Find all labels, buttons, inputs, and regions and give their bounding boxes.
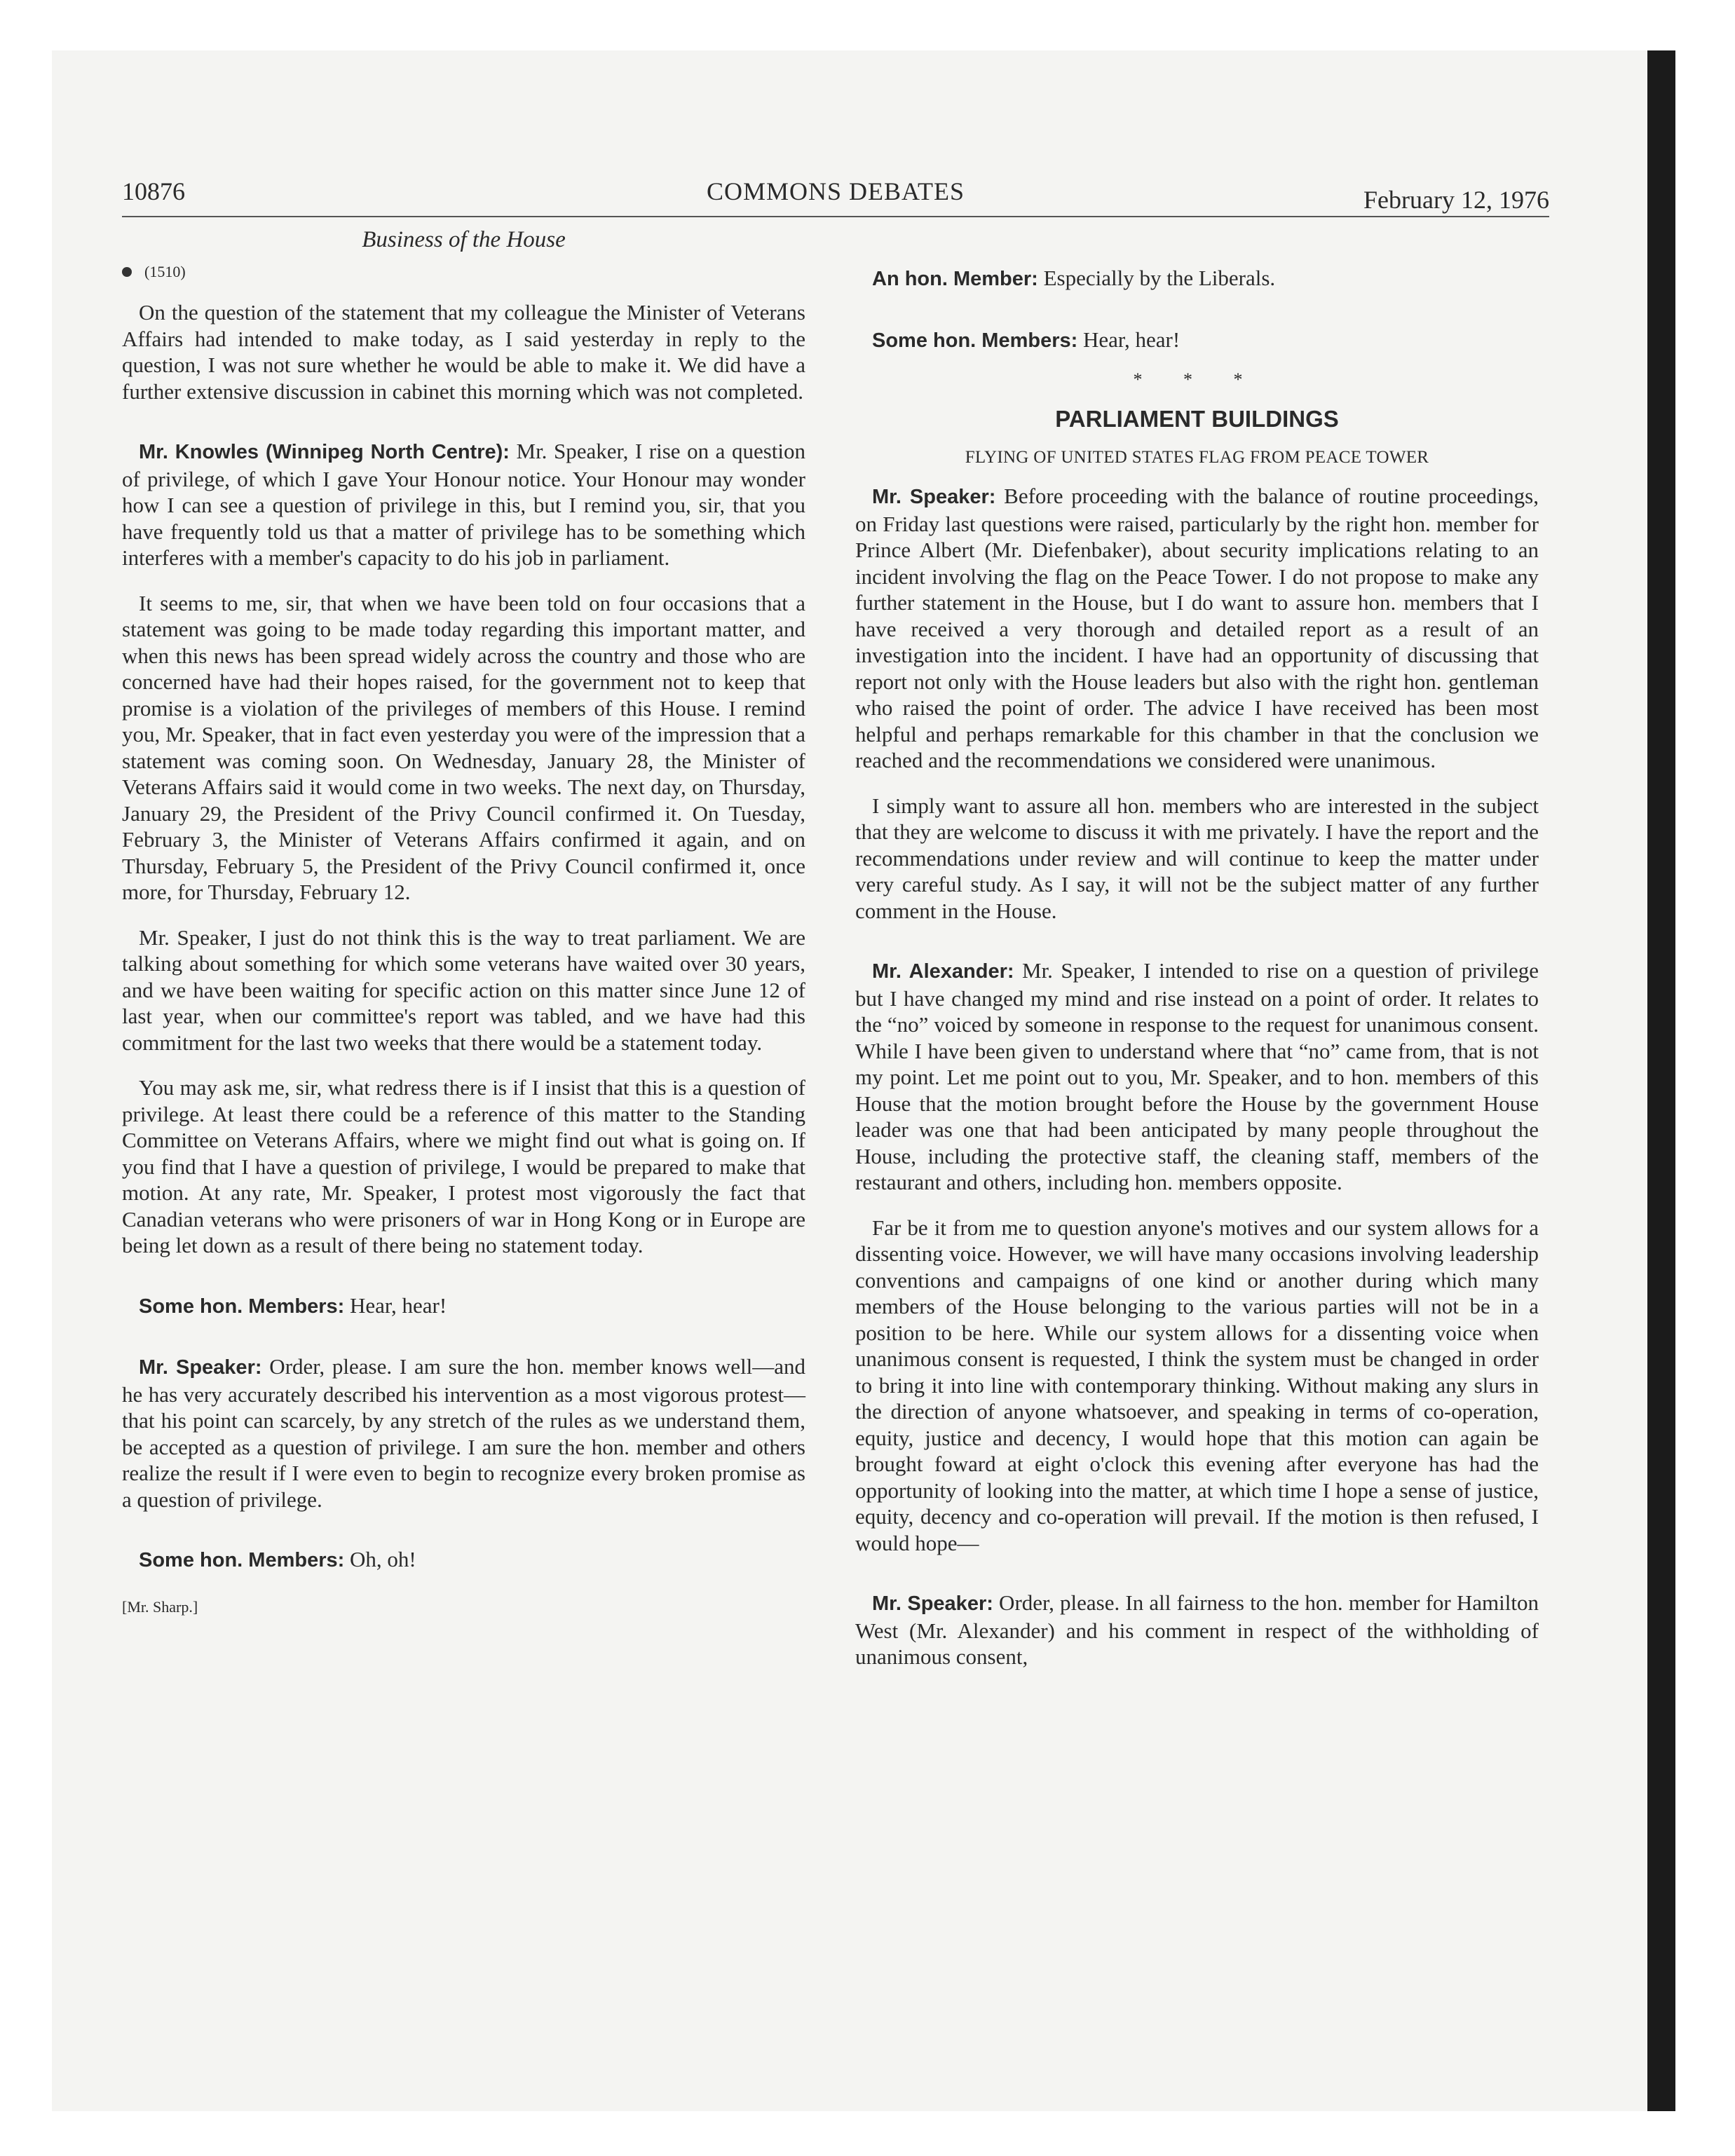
section-subtitle: FLYING OF UNITED STATES FLAG FROM PEACE TOWER bbox=[965, 448, 1429, 467]
paragraph: You may ask me, sir, what redress there is if I insist that this is a question of privilege. At least there could be a reference of this matter to the Standing Committee on Veterans Affairs, where we might find out what is going on. If you find that I have a question of privilege, I would be prepared to make that motion. At any rate, Mr. Speaker, I protest most vigorously the fact that Canadian veterans who were prisoners of war in Hong Kong or in Europe are being let down as a result of there being no statement today. bbox=[122, 1075, 805, 1257]
speech-text: Order, please. In all fairness to the hon. member for Hamilton West (Mr. Alexander) and his comment in respect of the withholding of unanimous consent, bbox=[855, 1590, 1539, 1669]
paragraph: On the question of the statement that my colleague the Minister of Veterans Affairs had intended to make today, as I said yesterday in reply to the question, I was not sure whether he would be able to make it. We did have a further extensive discussion in cabinet this morning which was not completed. bbox=[122, 300, 805, 404]
speaker-name: Mr. Knowles (Winnipeg North Centre): bbox=[139, 441, 510, 463]
speech-text: Hear, hear! bbox=[344, 1292, 447, 1318]
right-column bbox=[855, 265, 1539, 1670]
speech-paragraph bbox=[855, 483, 1539, 774]
hansard-page bbox=[122, 174, 1549, 2080]
speaker-name: Some hon. Members: bbox=[139, 1295, 345, 1318]
page-header bbox=[122, 174, 1549, 217]
scan-edge-shadow bbox=[1647, 50, 1675, 2111]
left-column bbox=[122, 227, 805, 1616]
paragraph: It seems to me, sir, that when we have been told on four occasions that a statement was going to be made today regarding this important matter, and when this news has been spread widely across the country and those who are concerned have had their hopes raised, for the government not to keep that promise is a violation of the privileges of members of this House. I remind you, Mr. Speaker, that in fact even yesterday you were of the impression that a statement was coming soon. On Wednesday, January 28, the Minister of Veterans Affairs said it would come in two weeks. The next day, on Thursday, January 29, the President of the Privy Council confirmed it. On Tuesday, February 3, the Minister of Veterans Affairs confirmed it again, and on Thursday, February 5, the President of the Privy Council confirmed it, once more, for Thursday, February 12. bbox=[122, 590, 805, 904]
publication-title: COMMONS DEBATES bbox=[706, 177, 965, 205]
speaker-name: Mr. Speaker: bbox=[872, 486, 996, 508]
speaker-name: Mr. Speaker: bbox=[872, 1592, 993, 1615]
running-head: Business of the House bbox=[362, 227, 566, 252]
speaker-name: Some hon. Members: bbox=[139, 1549, 345, 1571]
paragraph: I simply want to assure all hon. members who are interested in the subject that they are welcome to discuss it with me privately. I have the report and the recommendations under review and will continue to keep the matter under very careful study. As I say, it will not be the subject matter of any further comment in the House. bbox=[855, 793, 1539, 923]
page-number: 10876 bbox=[122, 177, 185, 205]
speech-text: Mr. Speaker, I rise on a question of privilege, of which I gave Your Honour notice. Your Honour may wonder how I can see a question of privilege in this, but I remind you, sir, that you have frequently told us that a matter of privilege has to be something which interferes with a member's capacity to do his job in parliament. bbox=[122, 439, 805, 570]
bullet-icon bbox=[122, 267, 132, 277]
section-separator: * * * bbox=[1133, 369, 1261, 390]
speech-text: Order, please. I am sure the hon. member knows well—and he has very accurately described his intervention as a most vigorous protest—that his point can scarcely, by any stretch of the rules as we understand them, be accepted as a question of privilege. I am sure the hon. member and others realize the result if I were even to begin to recognize every broken promise as a question of privilege. bbox=[122, 1354, 805, 1512]
paragraph: Far be it from me to question anyone's motives and our system allows for a dissenting voice. However, we will have many occasions involving leadership conventions and campaigns of one kind or another during which many members of the House belonging to the various parties will not be in a position to be here. While our system allows for a dissenting voice when unanimous consent is requested, I think the system must be changed in order to bring it into line with contemporary thinking. Without making any slurs in the direction of anyone whatsoever, and speaking in terms of co-operation, equity, justice and decency, I would hope that this motion can again be brought foward at eight o'clock this evening after everyone has had the opportunity of looking into the matter, at which time I hope a sense of justice, equity, decency and co-operation will prevail. If the motion is then refused, I would hope— bbox=[855, 1215, 1539, 1555]
speech-paragraph bbox=[122, 1546, 805, 1574]
speaker-footer-tag: [Mr. Sharp.] bbox=[122, 1597, 198, 1616]
speech-paragraph bbox=[855, 957, 1539, 1196]
speech-text: Mr. Speaker, I intended to rise on a question of privilege but I have changed my mind and rise instead on a point of order. It relates to the “no” voiced by someone in response to the request for unanimous consent. While I have been given to understand where that “no” came from, that is not my point. Let me point out to you, Mr. Speaker, and to hon. members of this House that the motion brought before the House by the government House leader was one that had been anticipated by many people throughout the House, including the protective staff, the cleaning staff, members of the restaurant and others, including hon. members opposite. bbox=[855, 958, 1539, 1194]
speech-text: Hear, hear! bbox=[1077, 327, 1181, 352]
speech-text: Oh, oh! bbox=[344, 1547, 416, 1571]
timestamp bbox=[122, 263, 805, 281]
speaker-name: An hon. Member: bbox=[872, 268, 1038, 290]
speech-paragraph bbox=[855, 327, 1539, 355]
speaker-name: Mr. Speaker: bbox=[139, 1356, 262, 1379]
speech-paragraph bbox=[122, 1353, 805, 1513]
speech-paragraph bbox=[122, 1292, 805, 1321]
speech-paragraph bbox=[855, 1590, 1539, 1670]
paragraph: Mr. Speaker, I just do not think this is the way to treat parliament. We are talking about something for which some veterans have waited over 30 years, and we have been waiting for specific action on this matter since June 12 of last year, when our committee's report was tabled, and we have had this commitment for the last two weeks that there would be a statement today. bbox=[122, 925, 805, 1055]
speech-paragraph bbox=[855, 265, 1539, 293]
speech-text: Before proceeding with the balance of routine proceedings, on Friday last questions were raised, particularly by the right hon. member for Prince Albert (Mr. Diefenbaker), about security implications relating to an incident involving the flag on the Peace Tower. I do not propose to make any further statement in the House, but I do want to assure hon. members that I have received a very thorough and detailed report as a result of an investigation into the incident. I have had an opportunity of discussing that report not only with the House leaders but also with the right hon. gentleman who raised the point of order. The advice I have received has been most helpful and perhaps remarkable for this chamber in that the conclusion we reached and the recommendations we considered were unanimous. bbox=[855, 484, 1539, 772]
section-title: PARLIAMENT BUILDINGS bbox=[1055, 406, 1339, 432]
speech-paragraph bbox=[122, 438, 805, 571]
sitting-date: February 12, 1976 bbox=[1363, 186, 1549, 214]
speaker-name: Mr. Alexander: bbox=[872, 960, 1014, 983]
timestamp-text: (1510) bbox=[144, 263, 186, 280]
speech-text: Especially by the Liberals. bbox=[1037, 266, 1276, 290]
speaker-name: Some hon. Members: bbox=[872, 329, 1078, 352]
